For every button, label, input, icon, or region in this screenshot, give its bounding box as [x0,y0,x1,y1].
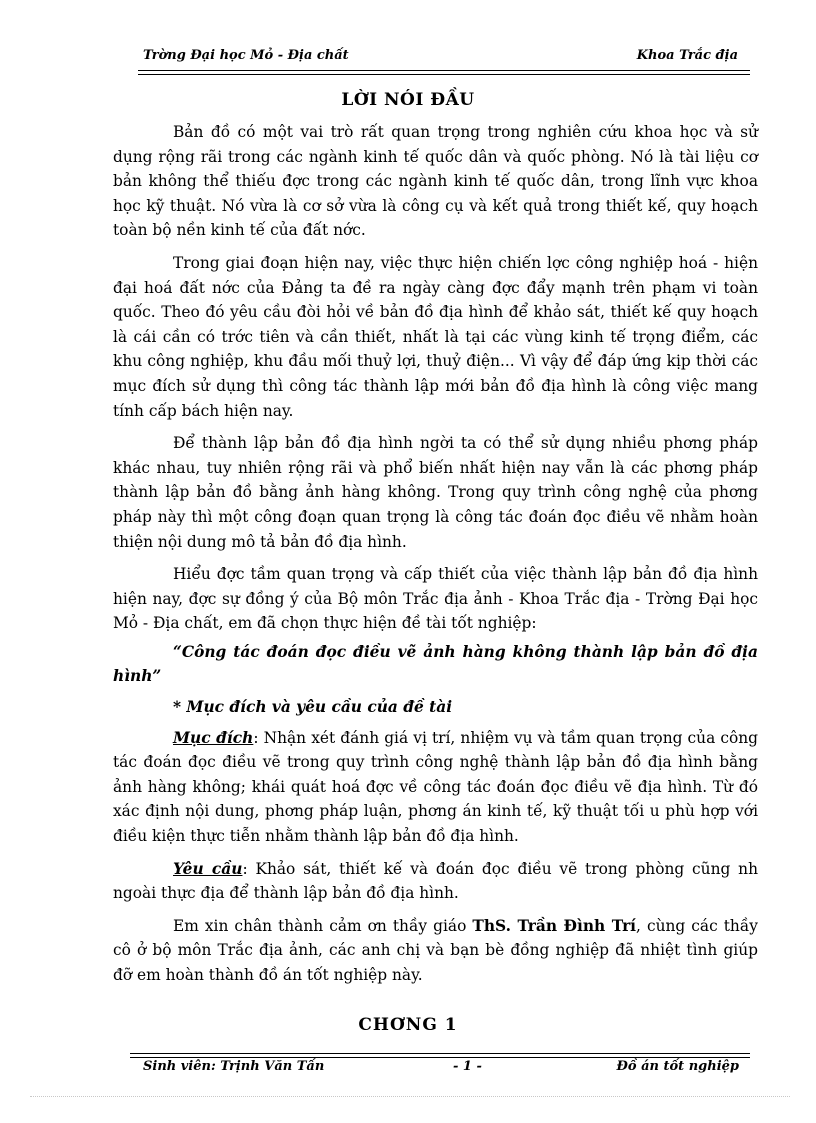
paragraph-requirements [113,857,758,906]
section-subheading: * Mục đích và yêu cầu của đề tài [173,698,453,717]
thanks-text-b: , cùng các thầy cô ở bộ môn Trắc địa ảnh, các anh chị và bạn bè đồng nghiệp đã nhiệt tình giúp đỡ em hoàn thành đồ án tốt nghiệp này. [113,916,758,984]
page-bottom-dotted-line [30,1096,790,1097]
footer-page-number: - 1 - [453,1059,482,1074]
header-university: Trờng Đại học Mỏ - Địa chất [143,48,349,63]
footer-doc-type: Đồ án tốt nghiệp [616,1059,739,1074]
advisor-name: ThS. Trần Đình Trí [472,916,637,935]
thesis-topic-quote: “Công tác đoán đọc điều vẽ ảnh hàng không thành lập bản đồ địa hình” [113,642,758,686]
document-body [113,120,758,996]
header-rule [138,70,750,71]
chapter-heading: CHƠNG 1 [358,1015,458,1035]
paragraph-methods: Để thành lập bản đồ địa hình ngời ta có thể sử dụng nhiều phơng pháp khác nhau, tuy nhiên rộng rãi và phổ biến nhất hiện nay vẫn là các phơng pháp thành lập bản đồ bằng ảnh hàng không. Trong quy trình công nghệ của phơng pháp này thì một công đoạn quan trọng là công tác đoán đọc điều vẽ nhằm hoàn thiện nội dung mô tả bản đồ địa hình. [113,434,758,551]
paragraph-thanks [113,914,758,988]
purpose-label: Mục đích [173,728,254,747]
paragraph-purpose [113,726,758,849]
paragraph-intro: Bản đồ có một vai trò rất quan trọng trong nghiên cứu khoa học và sử dụng rộng rãi trong các ngành kinh tế quốc dân và quốc phòng. Nó là tài liệu cơ bản không thể thiếu đợc trong các ngành kinh tế quốc dân, trong lĩnh vực khoa học kỹ thuật. Nó vừa là cơ sở vừa là công cụ và kết quả trong thiết kế, quy hoạch toàn bộ nền kinh tế của đất nớc. [113,123,758,240]
paragraph-topic: Hiểu đợc tầm quan trọng và cấp thiết của việc thành lập bản đồ địa hình hiện nay, đợc sự đồng ý của Bộ môn Trắc địa ảnh - Khoa Trắc địa - Trờng Đại học Mỏ - Địa chất, em đã chọn thực hiện đề tài tốt nghiệp: [113,565,758,633]
page-title: LỜI NÓI ĐẦU [341,90,475,110]
footer-student: Sinh viên: Trịnh Văn Tấn [143,1059,325,1074]
thanks-text-a: Em xin chân thành cảm ơn thầy giáo [173,916,473,935]
footer-rule-2 [130,1057,750,1058]
page-footer [143,1059,739,1077]
requirements-text: : Khảo sát, thiết kế và đoán đọc điều vẽ trong phòng cũng nh ngoài thực địa để thành lập bản đồ địa hình. [113,859,758,903]
header-rule-2 [138,74,750,75]
page-header [143,48,738,66]
purpose-text: : Nhận xét đánh giá vị trí, nhiệm vụ và tầm quan trọng của công tác đoán đọc điều vẽ trong quy trình công nghệ thành lập bản đồ địa hình bằng ảnh hàng không; khái quát hoá đợc về công tác đoán đọc điều vẽ địa hình. Từ đó xác định nội dung, phơng pháp luận, phơng án kinh tế, kỹ thuật tối u phù hợp với điều kiện thực tiễn nhằm thành lập bản đồ địa hình. [113,728,759,846]
requirements-label: Yêu cầu [173,859,243,878]
footer-rule [130,1053,750,1054]
header-faculty: Khoa Trắc địa [636,48,738,63]
paragraph-context: Trong giai đoạn hiện nay, việc thực hiện chiến lợc công nghiệp hoá - hiện đại hoá đất nớc của Đảng ta đề ra ngày càng đợc đẩy mạnh trên phạm vi toàn quốc. Theo đó yêu cầu đòi hỏi về bản đồ địa hình để khảo sát, thiết kế quy hoạch là cái cần có trớc tiên và cần thiết, nhất là tại các vùng kinh tế trọng điểm, các khu công nghiệp, khu đầu mối thuỷ lợi, thuỷ điện... Vì vậy để đáp ứng kịp thời các mục đích sử dụng thì công tác thành lập mới bản đồ địa hình là công việc mang tính cấp bách hiện nay. [113,253,758,420]
